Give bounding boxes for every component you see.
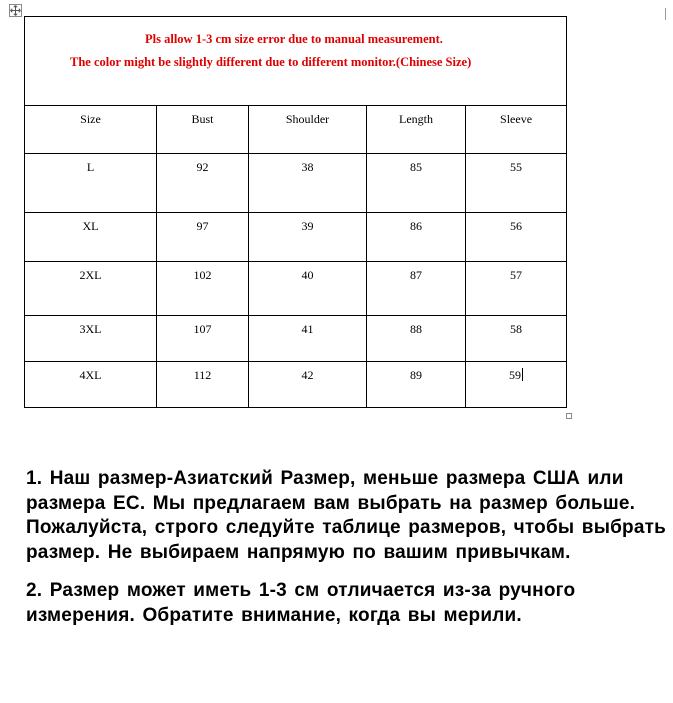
text-cursor — [522, 368, 523, 381]
cell-value: 59 — [509, 368, 522, 382]
table-cell[interactable]: 86 — [367, 213, 466, 262]
table-move-handle-icon[interactable] — [9, 4, 22, 17]
table-row — [25, 362, 567, 408]
table-resize-handle-icon[interactable] — [566, 413, 572, 419]
table-cell[interactable]: 85 — [367, 154, 466, 213]
table-header-row — [25, 106, 567, 154]
table-cell[interactable]: 2XL — [25, 262, 157, 316]
table-cell[interactable]: 42 — [249, 362, 367, 408]
table-cell[interactable]: 3XL — [25, 316, 157, 362]
header-length[interactable]: Length — [367, 106, 466, 154]
table-cell[interactable]: 55 — [466, 154, 567, 213]
table-cell-active[interactable] — [466, 362, 567, 408]
header-sleeve[interactable]: Sleeve — [466, 106, 567, 154]
table-cell[interactable]: 107 — [157, 316, 249, 362]
color-difference-notice: The color might be slightly different due to different monitor.(Chinese Size) — [70, 55, 472, 69]
header-bust[interactable]: Bust — [157, 106, 249, 154]
table-row — [25, 262, 567, 316]
size-chart-table — [24, 16, 567, 408]
table-cell[interactable]: 38 — [249, 154, 367, 213]
table-cell[interactable]: 4XL — [25, 362, 157, 408]
table-cell[interactable]: 102 — [157, 262, 249, 316]
table-cell[interactable]: 97 — [157, 213, 249, 262]
table-cell[interactable]: 40 — [249, 262, 367, 316]
table-row — [25, 316, 567, 362]
table-cell[interactable]: XL — [25, 213, 157, 262]
table-cell[interactable]: 56 — [466, 213, 567, 262]
table-row — [25, 154, 567, 213]
table-cell[interactable]: 92 — [157, 154, 249, 213]
note-measurement-error: 2. Размер может иметь 1-3 см отличается из-за ручного измерения. Обратите внимание, когда вы мерили. — [26, 580, 576, 626]
table-cell[interactable]: 57 — [466, 262, 567, 316]
table-cell[interactable]: 41 — [249, 316, 367, 362]
header-size[interactable]: Size — [25, 106, 157, 154]
table-cell[interactable]: 88 — [367, 316, 466, 362]
size-notes — [26, 467, 666, 628]
table-cell[interactable]: 87 — [367, 262, 466, 316]
table-cell[interactable]: 39 — [249, 213, 367, 262]
margin-marker — [665, 8, 666, 20]
note-asian-size: 1. Наш размер-Азиатский Размер, меньше размера США или размера ЕС. Мы предлагаем вам выбрать на размер больше. Пожалуйста, строго следуйте таблице размеров, чтобы выбрать размер. Не выбираем напрямую по вашим привычкам. — [26, 468, 667, 563]
table-cell[interactable]: 89 — [367, 362, 466, 408]
table-row — [25, 213, 567, 262]
header-shoulder[interactable]: Shoulder — [249, 106, 367, 154]
table-cell[interactable]: L — [25, 154, 157, 213]
table-cell[interactable]: 112 — [157, 362, 249, 408]
notice-cell[interactable] — [25, 17, 567, 106]
table-cell[interactable]: 58 — [466, 316, 567, 362]
size-error-notice: Pls allow 1-3 cm size error due to manual measurement. — [145, 32, 443, 46]
